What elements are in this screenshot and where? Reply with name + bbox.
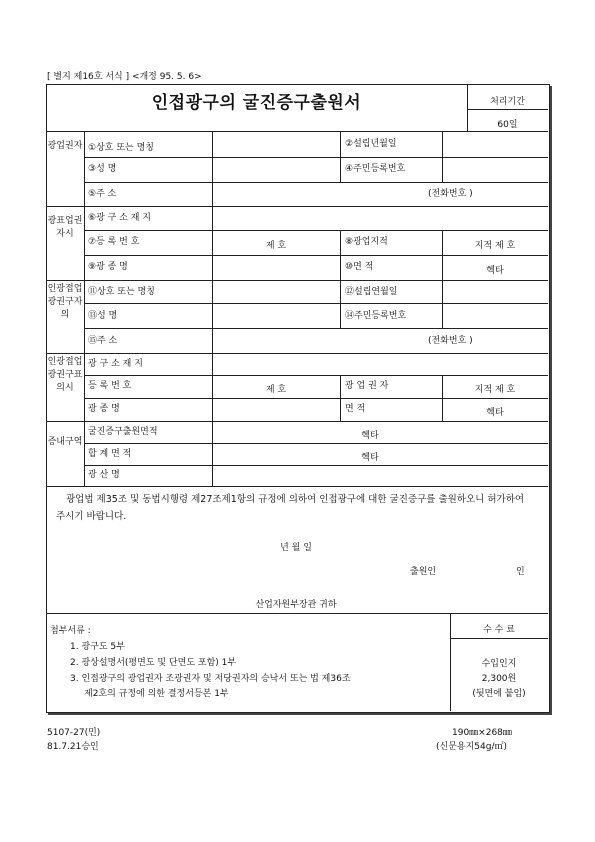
attachment-item: 2. 광상설명서(평면도 및 단면도 포함) 1부	[70, 658, 237, 668]
applicant-resid-label: ④주민등록번호	[345, 164, 406, 174]
increase-total-label: 합 계 면 적	[88, 449, 132, 459]
row-line	[84, 375, 548, 376]
row-line	[46, 131, 548, 132]
adj-mine-location-label: 광 구 소 재 지	[88, 359, 143, 369]
row-line	[46, 421, 548, 422]
applicant-seal-mark: 인	[516, 567, 525, 577]
applicant-birth-label: ②설립년월일	[345, 139, 397, 149]
col-line	[340, 280, 341, 328]
fee-line-3: (뒷면에 붙임)	[472, 689, 526, 699]
row-line	[84, 303, 548, 304]
applicant-rep-label: ③성 명	[88, 164, 117, 174]
row-line	[450, 638, 548, 639]
adj-mine-holder-label: 광 업 권 자	[345, 381, 389, 391]
increase-apply-value: 헥타	[361, 431, 379, 441]
section-adj-mine-label: 인광접업광권구표의시	[47, 357, 83, 394]
footer-form-number: 5107-27(민)	[47, 728, 101, 738]
fee-label: 수 수 료	[483, 625, 515, 635]
fee-line-1: 수입인지	[481, 659, 517, 669]
mine-reg-value: 제 호	[265, 241, 287, 251]
row-line	[84, 255, 548, 256]
adj-mine-area-value: 지적 제 호	[474, 385, 516, 395]
applicant-phone-label: (전화번호 )	[428, 189, 473, 199]
mine-area-label: ⑧광업지적	[345, 237, 388, 247]
row-line	[46, 486, 548, 487]
form-reference: [ 별지 제16호 서식 ] <개정 95. 5. 6>	[47, 72, 202, 82]
application-statement: 광업법 제35조 및 동법시행령 제27조제1항의 규정에 의하여 인접광구에 대한 굴진증구를 출원하오니 허가하여 주시기 바랍니다.	[56, 494, 525, 522]
footer-approval: 81.7.21승인	[47, 742, 99, 752]
section-adj-holder-label: 인광접업광권구자의	[47, 284, 83, 321]
fee-amount: 2,300원	[481, 674, 517, 684]
section-applicant-label: 광업권자	[47, 141, 83, 151]
mine-location-label: ⑥광 구 소 재 지	[88, 213, 151, 223]
adj-mine-face-label: 면 적	[345, 404, 366, 414]
processing-period-value: 60일	[497, 120, 518, 130]
row-line	[46, 206, 548, 207]
increase-mineral-label: 광 산 명	[88, 470, 120, 480]
adj-holder-rep-label: ⑬성 명	[88, 311, 118, 321]
attachment-item: 제2호의 규정에 의한 결정서등본 1부	[84, 689, 229, 699]
adj-holder-phone-label: (전화번호 )	[428, 336, 473, 346]
adj-holder-birth-label: ⑫설립연월일	[345, 287, 398, 297]
mine-type-label: ⑨광 종 명	[88, 262, 128, 272]
row-line	[84, 230, 548, 231]
mine-reg-label: ⑦등 록 번 호	[88, 237, 140, 247]
footer-paper: (신문용지54g/㎡)	[436, 742, 507, 752]
col-line	[84, 131, 85, 486]
attachment-item: 3. 인접광구의 광업권자 조광권자 및 저당권자의 승낙서 또는 법 제36조	[70, 674, 351, 684]
applicant-name-label: ①상호 또는 명칭	[88, 143, 154, 153]
section-increase-label: 증내구역	[47, 437, 83, 447]
applicant-sign-label: 출원인	[410, 567, 437, 577]
section-mine-label: 광표업권자시	[47, 216, 83, 240]
col-line	[442, 280, 443, 328]
adj-mine-type-label: 광 종 명	[88, 404, 120, 414]
addressee: 산업자원부장관 귀하	[255, 600, 337, 610]
col-line	[340, 375, 341, 421]
date-line: 년 월 일	[280, 543, 312, 553]
row-line	[84, 443, 548, 444]
applicant-addr-label: ⑤주 소	[88, 189, 117, 199]
row-line	[46, 613, 548, 614]
row-line	[46, 280, 548, 281]
attachment-item: 1. 광구도 5부	[70, 642, 125, 652]
row-line	[84, 182, 548, 183]
row-line	[46, 353, 548, 354]
mine-face-label: ⑩면 적	[345, 262, 374, 272]
increase-total-value: 헥타	[361, 453, 379, 463]
form-title: 인접광구의 굴진증구출원서	[151, 93, 362, 113]
footer-size: 190㎜×268㎜	[452, 728, 512, 738]
adj-holder-addr-label: ⑮주 소	[88, 336, 118, 346]
col-line	[212, 131, 213, 486]
col-line	[340, 230, 341, 280]
increase-apply-label: 굴진증구출원면적	[88, 427, 158, 437]
col-line	[340, 131, 341, 182]
adj-mine-reg-label: 등 록 번 호	[88, 381, 132, 391]
row-line	[84, 328, 548, 329]
processing-period-label: 처리기간	[490, 97, 525, 107]
col-line	[442, 131, 443, 182]
adj-holder-name-label: ⑪상호 또는 명칭	[88, 287, 155, 297]
adj-holder-resid-label: ⑭주민등록번호	[345, 311, 407, 321]
divider	[467, 109, 548, 110]
attachments-title: 첨부서류 :	[50, 626, 91, 636]
row-line	[84, 465, 548, 466]
adj-mine-face-value: 헥타	[486, 408, 504, 418]
mine-face-value: 헥타	[486, 266, 504, 276]
adj-mine-reg-value: 제 호	[265, 385, 287, 395]
row-line	[84, 398, 548, 399]
row-line	[84, 157, 548, 158]
mine-area-value: 지적 제 호	[474, 241, 516, 251]
